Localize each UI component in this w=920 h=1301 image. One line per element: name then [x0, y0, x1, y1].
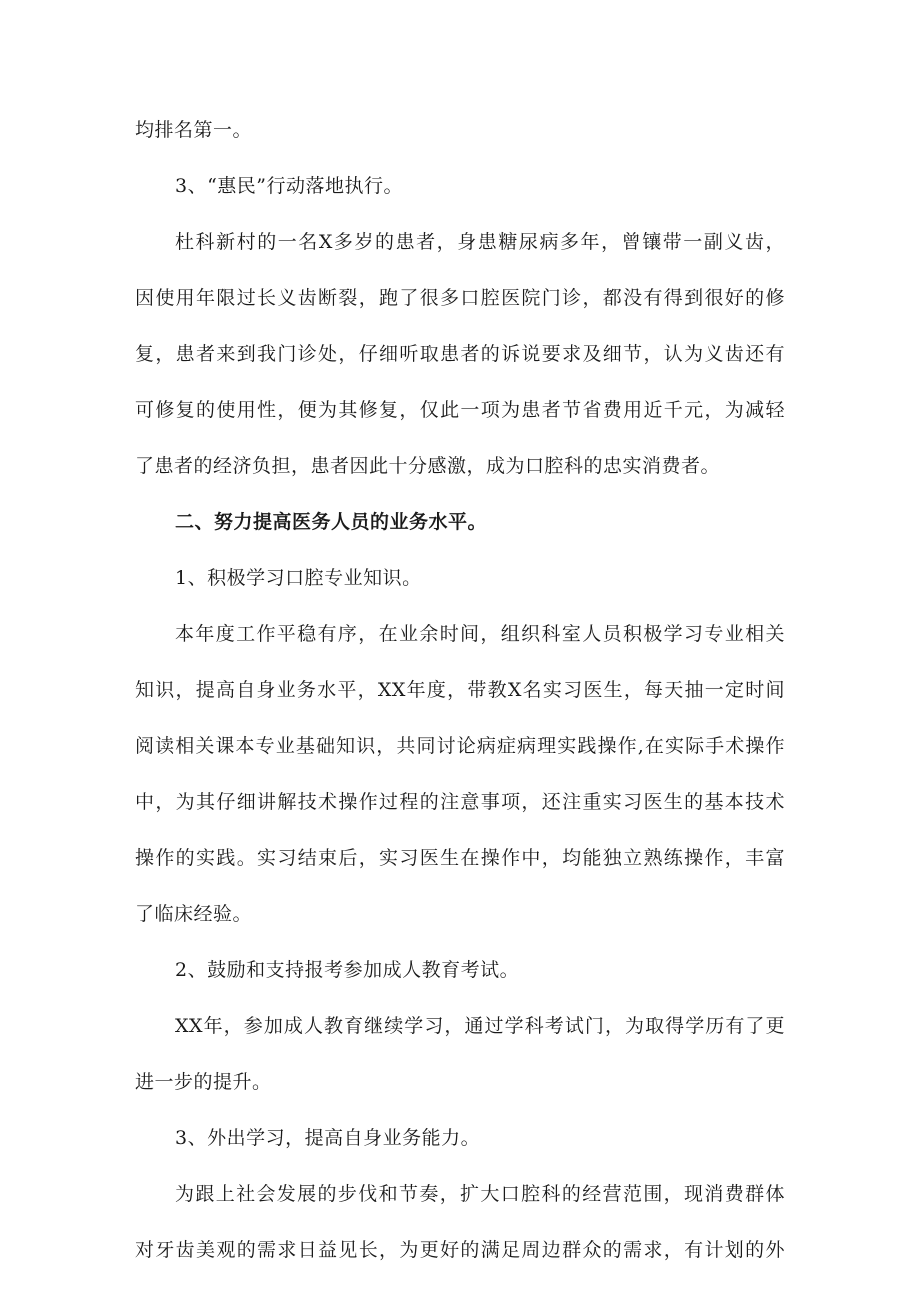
paragraph-line: 阅读相关课本专业基础知识，共同讨论病症病理实践操作,在实际手术操作 — [135, 735, 785, 757]
paragraph-line: 杜科新村的一名X多岁的患者，身患糖尿病多年，曾镶带一副义齿， — [175, 231, 785, 253]
paragraph-line: 知识，提高自身业务水平，XX年度，带教X名实习医生，每天抽一定时间 — [135, 679, 785, 701]
paragraph-line: 对牙齿美观的需求日益见长，为更好的满足周边群众的需求，有计划的外 — [135, 1239, 785, 1261]
subheading-huimin: 3、“惠民”行动落地执行。 — [175, 175, 404, 197]
paragraph-line: 中，为其仔细讲解技术操作过程的注意事项，还注重实习医生的基本技术 — [135, 791, 785, 813]
paragraph-line: XX年，参加成人教育继续学习，通过学科考试门，为取得学历有了更 — [175, 1015, 785, 1037]
paragraph-line: 了患者的经济负担，患者因此十分感激，成为口腔科的忠实消费者。 — [135, 455, 721, 477]
subheading-outside-study: 3、外出学习，提高自身业务能力。 — [175, 1127, 481, 1149]
paragraph-line: 操作的实践。实习结束后，实习医生在操作中，均能独立熟练操作，丰富 — [135, 847, 785, 869]
paragraph-line: 可修复的使用性，便为其修复，仅此一项为患者节省费用近千元，为减轻 — [135, 399, 785, 421]
paragraph-line: 因使用年限过长义齿断裂，跑了很多口腔医院门诊，都没有得到很好的修 — [135, 287, 785, 309]
paragraph-line: 了临床经验。 — [135, 903, 253, 925]
paragraph-line: 进一步的提升。 — [135, 1071, 272, 1093]
section-heading-2: 二、努力提高医务人员的业务水平。 — [175, 511, 488, 533]
paragraph-line: 本年度工作平稳有序，在业余时间，组织科室人员积极学习专业相关 — [175, 623, 785, 645]
subheading-study: 1、积极学习口腔专业知识。 — [175, 567, 422, 589]
paragraph-line: 为跟上社会发展的步伐和节奏，扩大口腔科的经营范围，现消费群体 — [175, 1183, 785, 1205]
subheading-education: 2、鼓励和支持报考参加成人教育考试。 — [175, 959, 520, 981]
paragraph-end-line: 均排名第一。 — [135, 119, 253, 141]
paragraph-line: 复，患者来到我门诊处，仔细听取患者的诉说要求及细节，认为义齿还有 — [135, 343, 785, 365]
